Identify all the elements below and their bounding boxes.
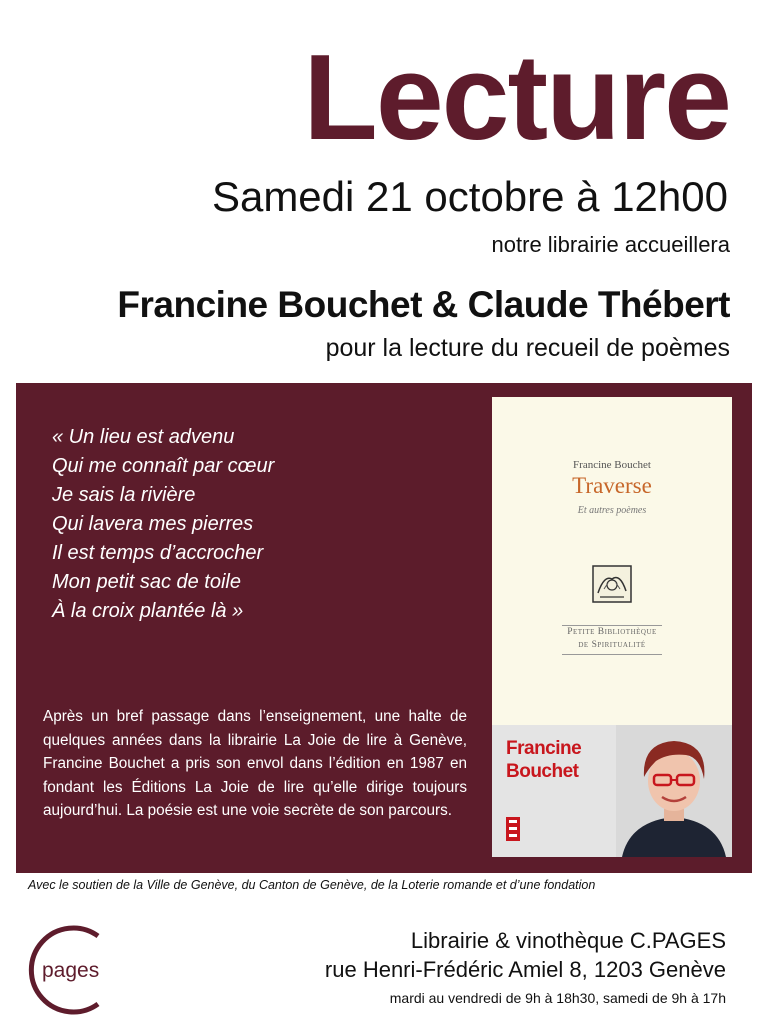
event-authors: Francine Bouchet & Claude Thébert	[117, 284, 730, 325]
cover-series: de Spiritualité	[578, 640, 646, 650]
feature-panel	[16, 383, 752, 873]
cover-divider	[562, 654, 662, 655]
shop-address: rue Henri-Frédéric Amiel 8, 1203 Genève	[324, 957, 726, 982]
event-date: Samedi 21 octobre à 12h00	[211, 173, 728, 220]
shop-name: Librairie & vinothèque C.PAGES	[410, 928, 726, 953]
poem-line: Il est temps d’accrocher	[52, 542, 264, 564]
engraving-emblem-icon	[592, 565, 632, 603]
poem-line: À la croix plantée là »	[52, 600, 244, 622]
support-credits: Avec le soutien de la Ville de Genève, du Canton de Genève, de la Loterie romande et d’une fondation	[28, 878, 596, 892]
poem-line: Qui lavera mes pierres	[52, 513, 254, 535]
book-cover	[492, 397, 732, 857]
opening-hours: mardi au vendredi de 9h à 18h30, samedi de 9h à 17h	[389, 990, 726, 1006]
poem-line: Je sais la rivière	[52, 484, 196, 506]
author-bio: Après un bref passage dans l’enseignement, une halte de quelques années dans la librairie La Joie de lire à Genève, Francine Bouchet a pris son envol dans l’édition en 1987 en fondant les Éditions La Joie de lire qu’elle dirige toujours aujourd’hui. La poésie est une voie secrète de son parcours.	[43, 708, 467, 819]
cover-series: Petite Bibliothèque	[567, 627, 657, 637]
poem-line: Mon petit sac de toile	[52, 571, 241, 593]
cover-title: Traverse	[572, 473, 652, 498]
logo-text: pages	[42, 959, 100, 982]
poem-line: Qui me connaît par cœur	[52, 455, 275, 477]
cpages-logo	[16, 922, 116, 1018]
cover-subtitle: Et autres poèmes	[577, 505, 647, 516]
poem-excerpt	[52, 423, 274, 626]
cover-band-name: Francine	[506, 738, 582, 759]
event-subtitle: pour la lecture du recueil de poèmes	[325, 334, 730, 362]
poem-line: « Un lieu est advenu	[52, 426, 235, 448]
cover-divider	[562, 625, 662, 626]
cover-band-name: Bouchet	[506, 761, 579, 782]
page-title: Lecture	[303, 29, 730, 165]
event-intro: notre librairie accueillera	[491, 232, 730, 257]
publisher-logo-icon	[506, 817, 520, 841]
author-portrait-icon	[616, 725, 732, 857]
cover-author: Francine Bouchet	[573, 459, 651, 471]
cover-band	[492, 725, 732, 857]
